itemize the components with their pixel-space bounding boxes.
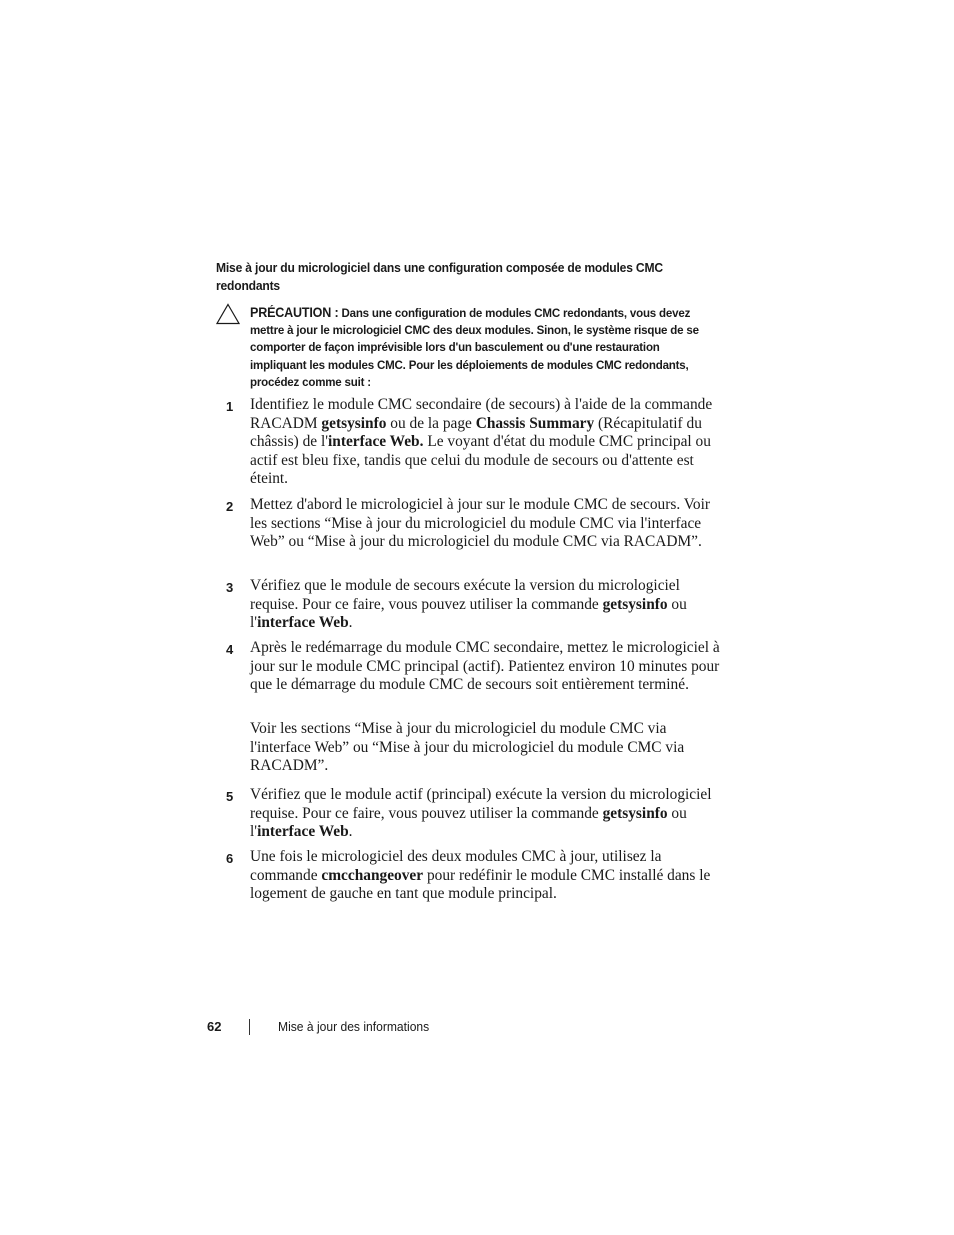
step-text: Vérifiez que le module de secours exécute la version du micrologiciel requise. Pour ce faire, vous pouvez utiliser la commande getsysinfo ou l'interface Web. (250, 577, 687, 632)
command-name: interface Web (257, 614, 349, 632)
step-number: 3 (226, 580, 234, 595)
step-extra-text: Voir les sections “Mise à jour du micrologiciel du module CMC via l'interface Web” ou “Mise à jour du micrologiciel du module CMC via RACADM”. (250, 720, 685, 775)
step-number: 6 (226, 851, 234, 866)
step-number: 2 (226, 499, 234, 514)
section-heading: Mise à jour du micrologiciel dans une configuration composée de modules CMC redondants (216, 260, 663, 293)
command-name: getsysinfo (321, 414, 387, 432)
command-name: interface Web. (328, 433, 424, 451)
step-text: Après le redémarrage du module CMC secondaire, mettez le micrologiciel à jour sur le module CMC principal (actif). Patientez environ 10 minutes pour que le démarrage du module CMC de secours soit entièrement terminé. (250, 639, 720, 694)
footer-separator (249, 1019, 250, 1035)
warning-triangle-icon (216, 303, 240, 325)
chapter-title: Mise à jour des informations (278, 1019, 430, 1034)
page-number: 62 (207, 1019, 222, 1034)
command-name: interface Web (257, 823, 349, 841)
command-name: cmcchangeover (321, 866, 424, 884)
step-text: Vérifiez que le module actif (principal) exécute la version du micrologiciel requise. Pour ce faire, vous pouvez utiliser la commande getsysinfo ou l'interface Web. (250, 786, 712, 841)
step-number: 5 (226, 789, 234, 804)
command-name: Chassis Summary (475, 414, 595, 432)
command-name: getsysinfo (602, 595, 668, 613)
caution-note (250, 304, 715, 391)
caution-label: PRÉCAUTION : (250, 305, 339, 320)
step-text: Mettez d'abord le micrologiciel à jour sur le module CMC de secours. Voir les sections “Mise à jour du micrologiciel du module CMC via l'interface Web” ou “Mise à jour du micrologiciel du module CMC via RACADM”. (250, 496, 710, 551)
step-text: Une fois le micrologiciel des deux modules CMC à jour, utilisez la commande cmcchangeover pour redéfinir le module CMC installé dans le logement de gauche en tant que module principal. (250, 848, 711, 903)
step-number: 4 (226, 642, 234, 657)
step-number: 1 (226, 399, 234, 414)
step-text: Identifiez le module CMC secondaire (de secours) à l'aide de la commande RACADM getsysinfo ou de la page Chassis Summary (Récapitulatif du châssis) de l'interface Web. Le voyant d'état du module CMC principal ou actif est bleu fixe, tandis que celui du module de secours ou d'attente est éteint. (250, 396, 713, 488)
command-name: getsysinfo (602, 804, 668, 822)
caution-text: Dans une configuration de modules CMC redondants, vous devez mettre à jour le micrologiciel CMC des deux modules. Sinon, le système risque de se comporter de façon imprévisible lors d'un basculement ou d'une restauration impliquant les modules CMC. Pour les déploiements de modules CMC redondants, procédez comme suit : (250, 306, 699, 389)
